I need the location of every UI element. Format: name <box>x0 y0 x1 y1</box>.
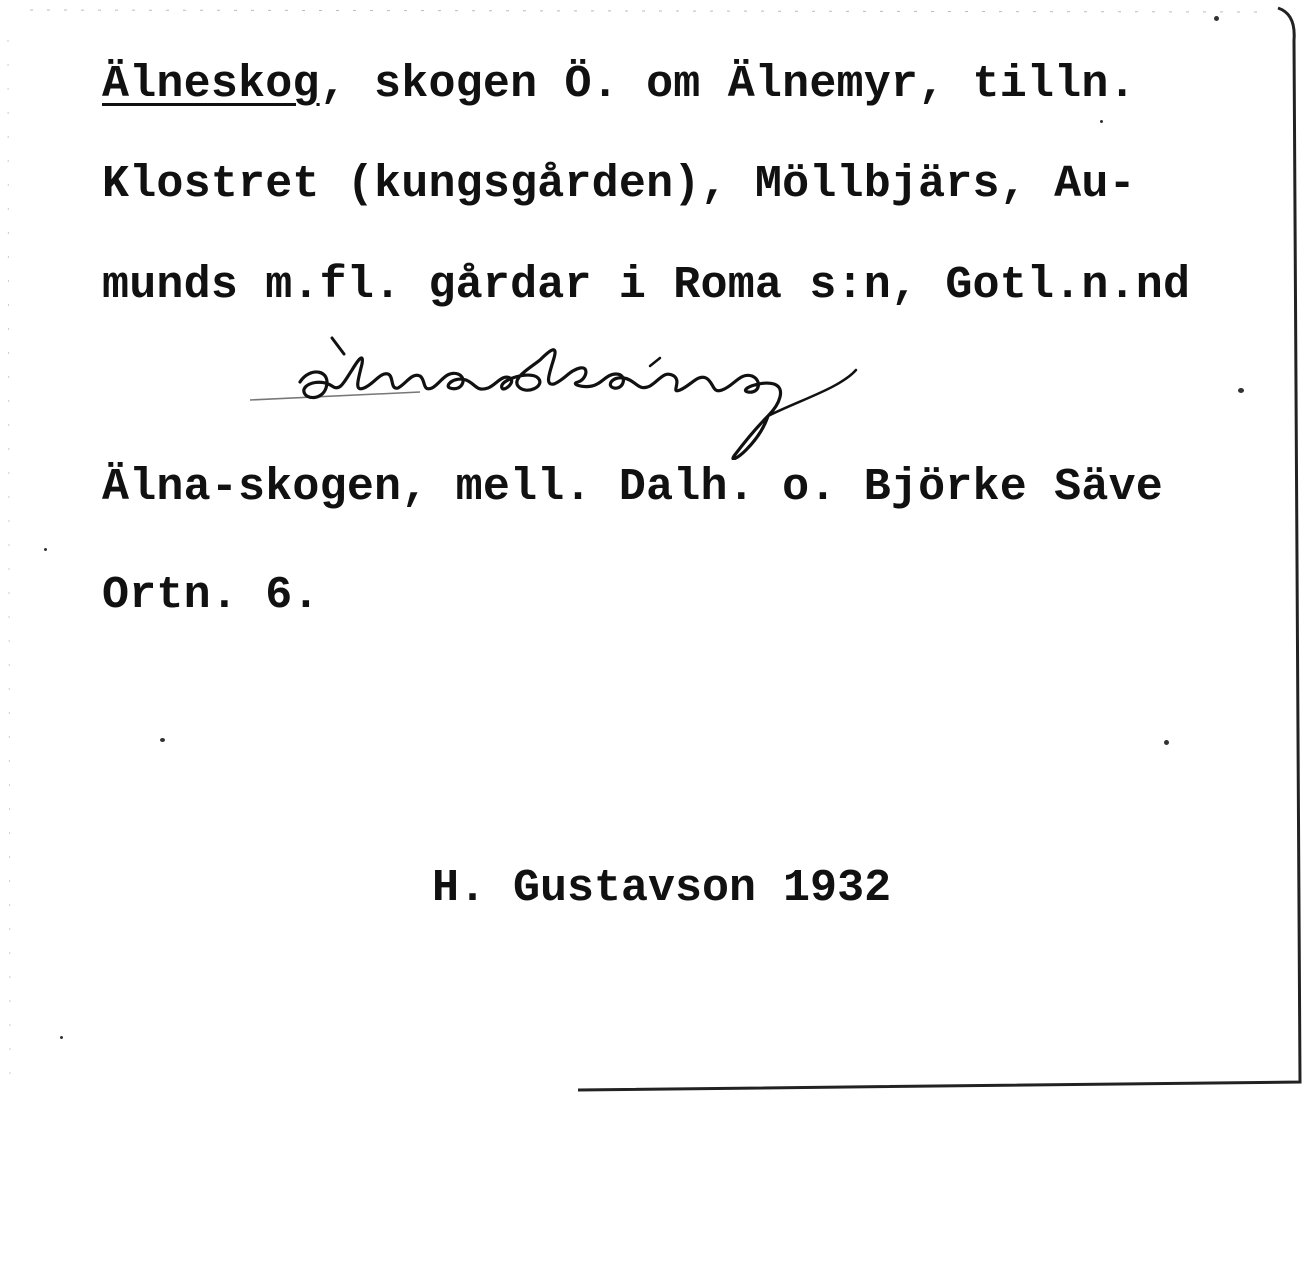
author-signature: H. Gustavson 1932 <box>432 863 892 914</box>
paper-speck <box>160 738 165 742</box>
entry-line-5: Ortn. 6. <box>102 570 320 621</box>
entry-line-2: Klostret (kungsgården), Möllbjärs, Au- <box>102 159 1136 210</box>
entry-line-1-text: , skogen Ö. om Älnemyr, tilln. <box>319 59 1136 110</box>
paper-speck <box>1214 16 1219 21</box>
entry-line-4: Älna-skogen, mell. Dalh. o. Björke Säve <box>102 462 1163 513</box>
paper-speck <box>44 548 47 551</box>
paper-speck <box>1238 388 1244 393</box>
handwritten-pronunciation-note <box>240 330 900 460</box>
paper-speck <box>1164 740 1169 745</box>
headword: Älneskog <box>102 59 320 110</box>
paper-speck <box>60 1036 63 1039</box>
entry-line-1 <box>102 59 1136 110</box>
entry-line-3: munds m.fl. gårdar i Roma s:n, Gotl.n.nd <box>102 260 1191 311</box>
paper-speck <box>1100 120 1103 123</box>
